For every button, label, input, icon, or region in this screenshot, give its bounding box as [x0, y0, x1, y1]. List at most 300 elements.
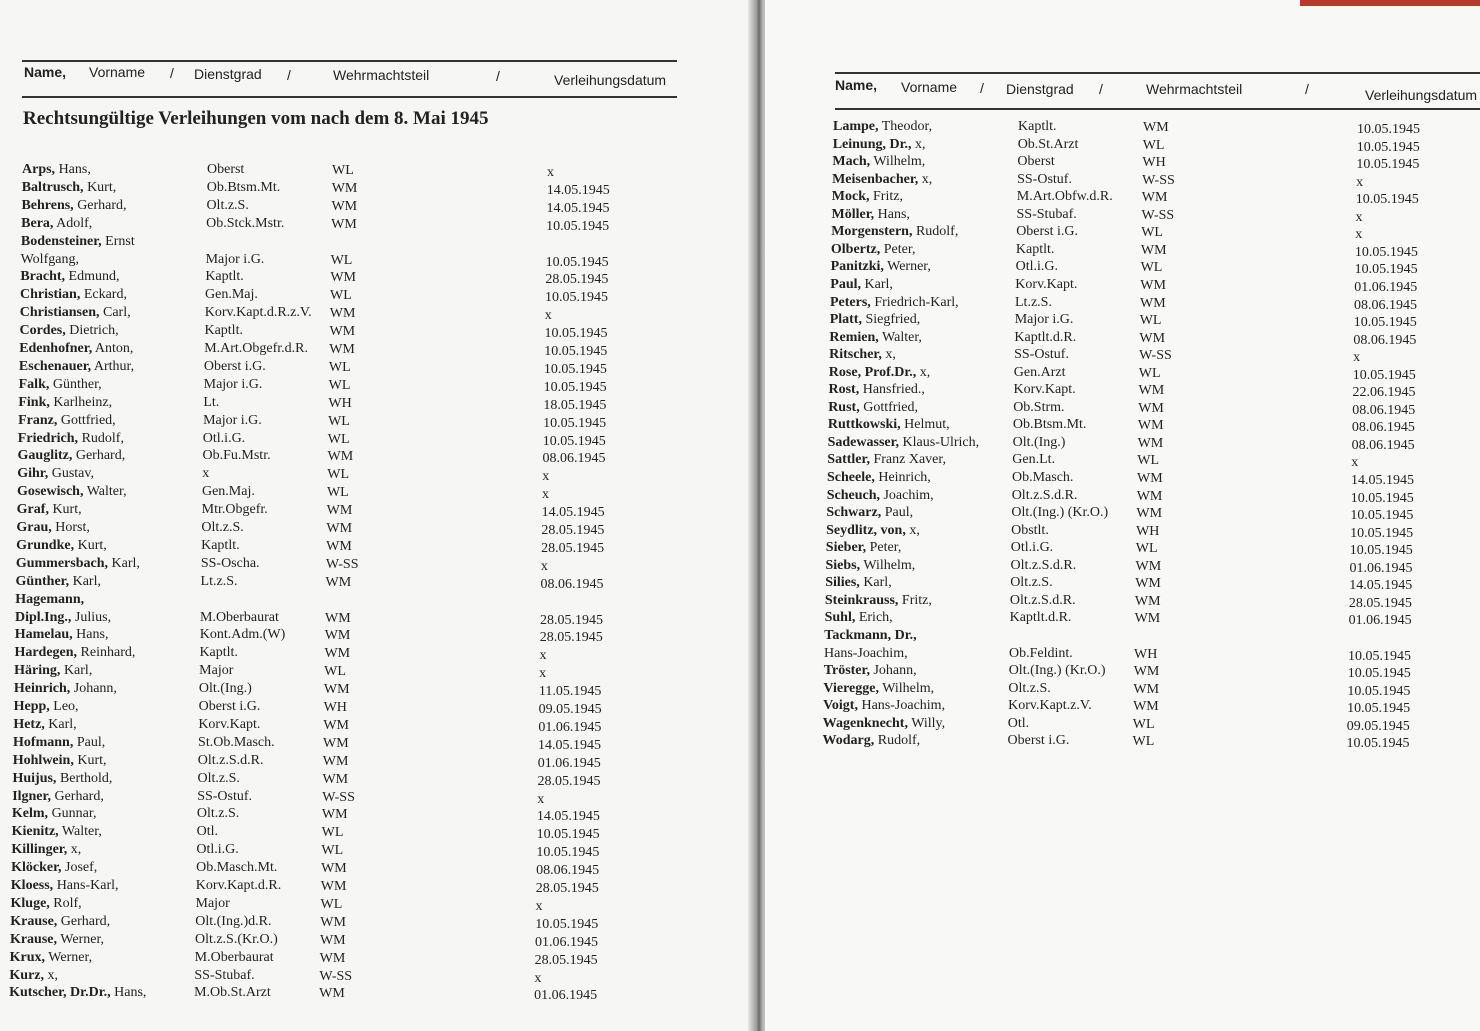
entry-row: [829, 347, 1480, 365]
entry-branch: WL: [327, 467, 349, 483]
entry-surname: Platt,: [829, 312, 862, 328]
entry-branch: WM: [330, 270, 356, 286]
entry-branch: WM: [323, 735, 349, 751]
entry-surname: Siebs,: [825, 557, 861, 573]
entry-branch: WM: [1141, 190, 1168, 206]
entry-date: 01.06.1945: [538, 719, 602, 735]
entry-surname: Olbertz,: [830, 241, 881, 257]
entry-branch: WM: [1136, 506, 1163, 522]
entry-rank: Ob.Fu.Mstr.: [202, 448, 271, 464]
entry-row: [833, 137, 1480, 155]
entry-given-name: Josef,: [61, 860, 98, 876]
entry-rank: Otl.i.G.: [1010, 540, 1054, 556]
entry-name: [11, 896, 82, 912]
entry-given-name: Julius,: [71, 609, 112, 625]
entry-date: x: [1351, 455, 1359, 471]
entry-rank: Major: [199, 663, 234, 679]
entry-surname: Sieber,: [825, 540, 867, 556]
entry-rank: Major i.G.: [1014, 312, 1074, 328]
entry-date: 14.05.1945: [536, 809, 600, 825]
entry-name: [829, 330, 922, 346]
entry-given-name: Fritz,: [898, 592, 932, 608]
entry-given-name: Dietrich,: [65, 323, 119, 339]
entry-row: [19, 341, 679, 359]
entry-branch: WM: [329, 306, 356, 322]
entry-name: [824, 646, 908, 662]
entry-branch: WL: [328, 377, 351, 393]
entry-surname: Günther,: [15, 573, 70, 589]
entry-date: 10.05.1945: [1356, 139, 1420, 155]
column-header-dienstgrad: Dienstgrad: [1006, 81, 1074, 97]
entry-branch: WM: [331, 216, 357, 232]
entry-row: [21, 198, 681, 216]
entry-given-name: Hans,: [874, 206, 910, 222]
entry-row: [10, 950, 670, 968]
entry-branch: WL: [1138, 365, 1161, 381]
entry-row: [824, 646, 1480, 664]
entry-name: [21, 234, 135, 250]
entry-given-name: Hans,: [110, 985, 147, 1001]
entry-given-name: x,: [916, 364, 931, 380]
entry-surname: Wodarg,: [822, 733, 875, 749]
entry-branch: WM: [326, 503, 353, 519]
entry-name: [826, 523, 920, 539]
entry-date: 08.06.1945: [1351, 437, 1415, 453]
entry-rank: SS-Ostuf.: [1014, 347, 1069, 363]
entry-row: [15, 627, 675, 645]
entry-branch: WL: [321, 825, 344, 841]
entry-given-name: Carl,: [99, 305, 131, 321]
entry-given-name: Werner,: [883, 259, 931, 275]
entry-surname: Grundke,: [16, 537, 75, 553]
entry-row: [21, 216, 681, 234]
entry-rank: SS-Ostuf.: [197, 788, 253, 804]
entry-date: 10.05.1945: [1352, 367, 1416, 383]
entry-branch: WL: [1141, 225, 1163, 241]
entry-branch: WL: [1137, 453, 1160, 469]
entry-rank: Olt.z.S.d.R.: [1011, 487, 1078, 503]
entry-branch: WM: [323, 717, 349, 733]
entry-name: [826, 540, 902, 556]
entry-row: [828, 435, 1480, 453]
entry-surname: Kluge,: [10, 895, 50, 911]
entry-name: [11, 842, 81, 858]
entry-name: [21, 198, 126, 214]
entry-name: [828, 435, 980, 451]
entry-date: 28.05.1945: [534, 952, 598, 968]
entry-date: 28.05.1945: [540, 612, 603, 628]
entry-date: 10.05.1945: [1347, 683, 1411, 699]
entry-date: 10.05.1945: [1347, 701, 1411, 717]
entry-date: 10.05.1945: [535, 916, 599, 932]
entry-row: [11, 878, 671, 896]
entry-row: [18, 395, 678, 413]
entry-row: [823, 716, 1480, 734]
entry-branch: WL: [327, 431, 350, 447]
entry-given-name: Hans-Joachim,: [857, 698, 946, 714]
entry-rank: Olt.z.S.d.R.: [197, 752, 264, 768]
entry-row: [11, 860, 671, 878]
entry-given-name: Willy,: [907, 715, 946, 731]
entry-rank: Otl.: [196, 824, 219, 840]
entry-row: [13, 753, 673, 771]
entry-surname: Krause,: [9, 931, 58, 947]
entry-name: [833, 119, 932, 135]
entry-name: [14, 699, 79, 715]
entry-rank: Olt.z.S.: [197, 770, 240, 786]
entry-surname: Gosewisch,: [16, 484, 84, 500]
entry-name: [9, 968, 58, 984]
entry-surname: Tröster,: [823, 663, 870, 679]
entry-given-name: Gunnar,: [48, 806, 97, 822]
entry-branch: WM: [320, 879, 347, 894]
entry-row: [17, 502, 677, 520]
entry-rank: Kaptlt.: [205, 269, 244, 285]
entry-name: [828, 400, 918, 416]
entry-rank: M.Art.Obfw.d.R.: [1016, 189, 1113, 205]
entry-name: [13, 735, 105, 751]
entry-branch: WM: [1133, 664, 1160, 680]
entry-rank: Olt.z.S.: [201, 520, 244, 535]
entry-name: [19, 377, 102, 393]
entry-row: [831, 259, 1480, 277]
entry-surname: Kutscher, Dr.Dr.,: [9, 985, 111, 1001]
entry-date: 14.05.1945: [541, 505, 605, 521]
entry-rank: M.Ob.St.Arzt: [194, 985, 271, 1001]
entry-surname: Rust,: [828, 399, 860, 415]
entry-row: [827, 452, 1480, 470]
entry-rank: Korv.Kapt.: [198, 716, 261, 732]
entry-date: 28.05.1945: [545, 272, 609, 288]
entry-surname: Gauglitz,: [17, 448, 73, 464]
header-top-rule: [835, 72, 1480, 74]
entry-row: [825, 593, 1480, 611]
entry-row: [832, 207, 1480, 225]
entry-row: [12, 789, 672, 807]
entry-date: 08.06.1945: [1351, 420, 1415, 436]
entry-surname: Silies,: [825, 575, 860, 591]
entry-surname: Fink,: [18, 394, 50, 410]
entry-row: [824, 663, 1480, 681]
entry-row: [826, 558, 1480, 576]
entry-row: [827, 488, 1480, 506]
entry-surname: Hofmann,: [13, 734, 74, 750]
entry-name: [832, 172, 932, 188]
entry-surname: Franz,: [18, 412, 58, 428]
entry-given-name: Hans-Joachim,: [824, 645, 908, 661]
entry-branch: WL: [1142, 137, 1165, 153]
entry-name: [823, 698, 945, 714]
entry-name: [17, 466, 94, 482]
entry-name: [825, 610, 893, 626]
entry-date: 01.06.1945: [1349, 560, 1413, 576]
entry-name: [17, 502, 82, 518]
entry-date: 18.05.1945: [543, 397, 607, 413]
entry-given-name: Karl,: [859, 575, 892, 591]
entry-given-name: Edmund,: [65, 269, 120, 285]
entry-row: [19, 323, 679, 341]
entry-name: [831, 224, 958, 240]
entry-branch: WM: [329, 342, 355, 357]
entry-name: [825, 593, 932, 609]
entry-name: [826, 558, 916, 574]
entry-rank: Ob.Strm.: [1013, 399, 1065, 415]
entry-given-name: Friedrich-Karl,: [870, 294, 959, 310]
entry-rank: St.Ob.Masch.: [198, 734, 275, 750]
entry-surname: Steinkrauss,: [824, 592, 899, 608]
entry-date: 10.05.1945: [1347, 666, 1411, 682]
entry-date: 10.05.1945: [545, 290, 609, 306]
entry-date: 28.05.1945: [1348, 595, 1412, 611]
entry-given-name: Karl,: [861, 276, 893, 292]
entry-given-name: Joachim,: [879, 487, 934, 503]
entry-row: [10, 914, 670, 932]
entry-rank: Olt.z.S.(Kr.O.): [194, 931, 278, 947]
entry-branch: WM: [1133, 699, 1159, 715]
entry-name: [18, 448, 126, 464]
entry-surname: Klöcker,: [11, 860, 62, 876]
entry-rank: Olt.(Ing.): [1012, 434, 1066, 450]
entry-row: [22, 162, 682, 180]
entry-row: [16, 556, 676, 574]
entry-row: [833, 119, 1480, 137]
entry-branch: WM: [1137, 471, 1163, 486]
entry-given-name: Anton,: [92, 341, 134, 356]
entry-date: 01.06.1945: [1348, 613, 1412, 629]
entry-branch: WM: [326, 521, 353, 536]
entry-name: [14, 645, 135, 661]
entry-branch: WM: [1139, 330, 1166, 346]
entry-surname: Hepp,: [13, 699, 50, 714]
entry-name: [830, 295, 959, 311]
entry-branch: WM: [329, 324, 356, 340]
entry-branch: WL: [330, 252, 353, 268]
entry-surname: Heinrich,: [13, 681, 71, 697]
entry-rank: Ob.Btsm.Mt.: [1012, 417, 1087, 433]
entry-name: [10, 914, 110, 930]
header-top-rule: [22, 60, 677, 62]
entry-surname: Vieregge,: [823, 680, 879, 696]
entry-given-name: Rudolf,: [874, 733, 921, 749]
entry-rank: Kaptlt.: [1018, 119, 1057, 134]
entry-rank: Kaptlt.: [201, 537, 240, 553]
entry-given-name: Wilhelm,: [860, 557, 916, 573]
entry-surname: Graf,: [16, 502, 49, 518]
entry-rank: Ob.Stck.Mstr.: [206, 215, 285, 231]
entry-surname: Behrens,: [21, 197, 74, 213]
entry-date: 10.05.1945: [1353, 315, 1417, 331]
entry-date: 14.05.1945: [1349, 578, 1413, 594]
entry-surname: Falk,: [18, 376, 50, 392]
entry-name: [16, 574, 101, 590]
entry-surname: Killinger,: [11, 842, 68, 858]
entry-surname: Sattler,: [827, 452, 870, 468]
entry-date: 09.05.1945: [1346, 718, 1410, 734]
entry-branch: WL: [330, 288, 352, 304]
entry-name: [832, 154, 925, 170]
entry-row: [14, 681, 674, 699]
column-header-wehrmachtsteil: Wehrmachtsteil: [333, 67, 430, 83]
entry-surname: Peters,: [830, 294, 871, 310]
entry-row: [14, 699, 674, 717]
entry-given-name: Gottfried,: [57, 412, 116, 428]
entry-given-name: Gottfried,: [859, 399, 919, 415]
entry-surname: Wagenknecht,: [822, 715, 908, 731]
entry-name: [825, 575, 892, 591]
entry-date: 10.05.1945: [1356, 157, 1420, 173]
entry-given-name: Werner,: [57, 931, 105, 947]
entry-row: [12, 824, 672, 842]
entry-name: [13, 717, 76, 733]
entry-branch: WM: [1134, 593, 1161, 609]
entry-branch: WM: [1135, 576, 1161, 592]
entry-branch: WM: [1138, 383, 1165, 399]
entry-branch: WM: [322, 753, 349, 769]
entry-row: [16, 520, 676, 538]
entry-row: [15, 610, 675, 628]
entry-row: [11, 896, 671, 914]
entry-name: [833, 137, 926, 153]
entry-surname: Häring,: [14, 663, 61, 679]
entry-given-name: Hans,: [72, 627, 109, 643]
entry-name: [10, 950, 92, 966]
column-header-datum: Verleihungsdatum: [554, 72, 667, 88]
header-bottom-rule: [835, 108, 1480, 110]
entry-branch: WH: [1134, 646, 1158, 662]
entry-given-name: Johann,: [869, 663, 917, 679]
entry-surname: Dipl.Ing.,: [15, 609, 72, 625]
entry-branch: WM: [1140, 242, 1167, 258]
entry-date: 28.05.1945: [541, 540, 605, 556]
entry-surname: Meisenbacher,: [832, 171, 919, 187]
entry-surname: Christiansen,: [19, 305, 100, 321]
entry-row: [831, 224, 1480, 242]
entry-rank: SS-Ostuf.: [1017, 171, 1072, 187]
entry-name: [823, 716, 945, 732]
entry-date: 10.05.1945: [544, 326, 608, 342]
entry-date: 28.05.1945: [541, 523, 605, 538]
entry-surname: Gummersbach,: [15, 555, 108, 571]
entry-row: [832, 189, 1480, 207]
entry-date: 10.05.1945: [536, 827, 600, 843]
entry-given-name: Helmut,: [900, 417, 950, 433]
entry-rank: Lt.z.S.: [200, 573, 238, 589]
entry-name: [824, 663, 917, 679]
entry-row: [18, 448, 678, 466]
entry-surname: Panitzki,: [830, 259, 884, 275]
entry-date: 10.05.1945: [1357, 122, 1420, 137]
entry-branch: W-SS: [1142, 172, 1175, 188]
entry-given-name: Rudolf,: [912, 224, 959, 240]
entry-rank: Kaptlt.d.R.: [1014, 329, 1077, 345]
entry-branch: WL: [328, 359, 351, 375]
entry-row: [823, 698, 1480, 716]
entry-surname: Ritscher,: [829, 347, 882, 363]
entry-surname: Kienitz,: [11, 824, 59, 840]
entry-given-name: Klaus-Ulrich,: [899, 434, 980, 450]
entry-branch: WM: [1143, 120, 1169, 135]
entry-row: [830, 312, 1480, 330]
entry-rank: SS-Stubaf.: [194, 967, 255, 983]
entry-given-name: Kurt,: [74, 537, 107, 553]
entry-rank: Korv.Kapt.d.R.z.V.: [204, 305, 312, 321]
entry-surname: Ilgner,: [12, 788, 51, 804]
entry-given-name: x,: [918, 171, 933, 187]
entry-branch: WM: [326, 538, 352, 554]
entry-name: [824, 628, 916, 644]
entry-given-name: Wolfgang,: [20, 251, 79, 267]
entry-branch: WM: [1137, 435, 1164, 451]
entry-rank: Kaptlt.: [204, 323, 243, 339]
entry-row: [823, 733, 1480, 751]
entry-given-name: Paul,: [73, 734, 106, 750]
entry-branch: WM: [319, 950, 346, 966]
entry-given-name: Kurt,: [73, 752, 107, 768]
entry-row: [830, 295, 1480, 313]
entry-date: 10.05.1945: [1348, 648, 1411, 664]
entry-given-name: Hansfried.,: [859, 382, 925, 398]
entry-date: 10.05.1945: [546, 218, 610, 234]
entry-rank: Major: [195, 895, 230, 911]
entry-surname: Bracht,: [20, 269, 66, 285]
entry-surname: Kelm,: [11, 806, 49, 822]
entry-row: [19, 359, 679, 377]
entry-branch: WL: [1132, 734, 1155, 750]
entry-surname: Hetz,: [13, 716, 45, 732]
entry-name: [18, 395, 112, 411]
entry-row: [13, 735, 673, 753]
entry-given-name: Karl,: [108, 555, 140, 571]
entry-date: x: [539, 666, 547, 682]
entry-given-name: Karl,: [60, 663, 93, 679]
entry-given-name: Adolf,: [53, 215, 93, 231]
entry-branch: WL: [321, 843, 344, 859]
entry-surname: Gihr,: [17, 466, 49, 482]
entry-row: [10, 932, 670, 950]
entry-given-name: Gerhard,: [73, 197, 127, 213]
entry-date: 14.05.1945: [546, 200, 610, 216]
entry-surname: Voigt,: [823, 698, 858, 714]
header-separator: /: [1305, 81, 1309, 97]
entry-name: [22, 180, 117, 196]
entry-name: [18, 413, 116, 429]
entry-row: [828, 400, 1480, 418]
entry-branch: W-SS: [322, 789, 355, 805]
entry-date: x: [1356, 174, 1364, 190]
entry-given-name: Hans,: [55, 162, 91, 177]
entry-given-name: x,: [881, 347, 896, 363]
entry-branch: WM: [325, 574, 352, 590]
entry-surname: Suhl,: [824, 610, 856, 626]
entry-rank: Ob.Feldint.: [1009, 645, 1073, 661]
entry-given-name: Gerhard,: [50, 788, 104, 804]
entry-given-name: Peter,: [866, 540, 902, 556]
entry-surname: Bodensteiner,: [20, 233, 102, 249]
entry-branch: WL: [1135, 541, 1158, 557]
entry-date: 01.06.1945: [537, 755, 601, 771]
entry-date: 10.05.1945: [1355, 192, 1419, 208]
entry-row: [11, 842, 671, 860]
entry-rank: Olt.z.S.d.R.: [1010, 557, 1077, 573]
entry-name: [832, 189, 903, 205]
entry-date: 14.05.1945: [538, 737, 602, 753]
entry-branch: W-SS: [325, 556, 359, 572]
entry-row: [18, 413, 678, 431]
entry-rank: Kaptlt.: [199, 645, 238, 661]
entry-row: [828, 417, 1480, 435]
entry-row: [20, 287, 680, 305]
entry-name: [9, 985, 146, 1001]
